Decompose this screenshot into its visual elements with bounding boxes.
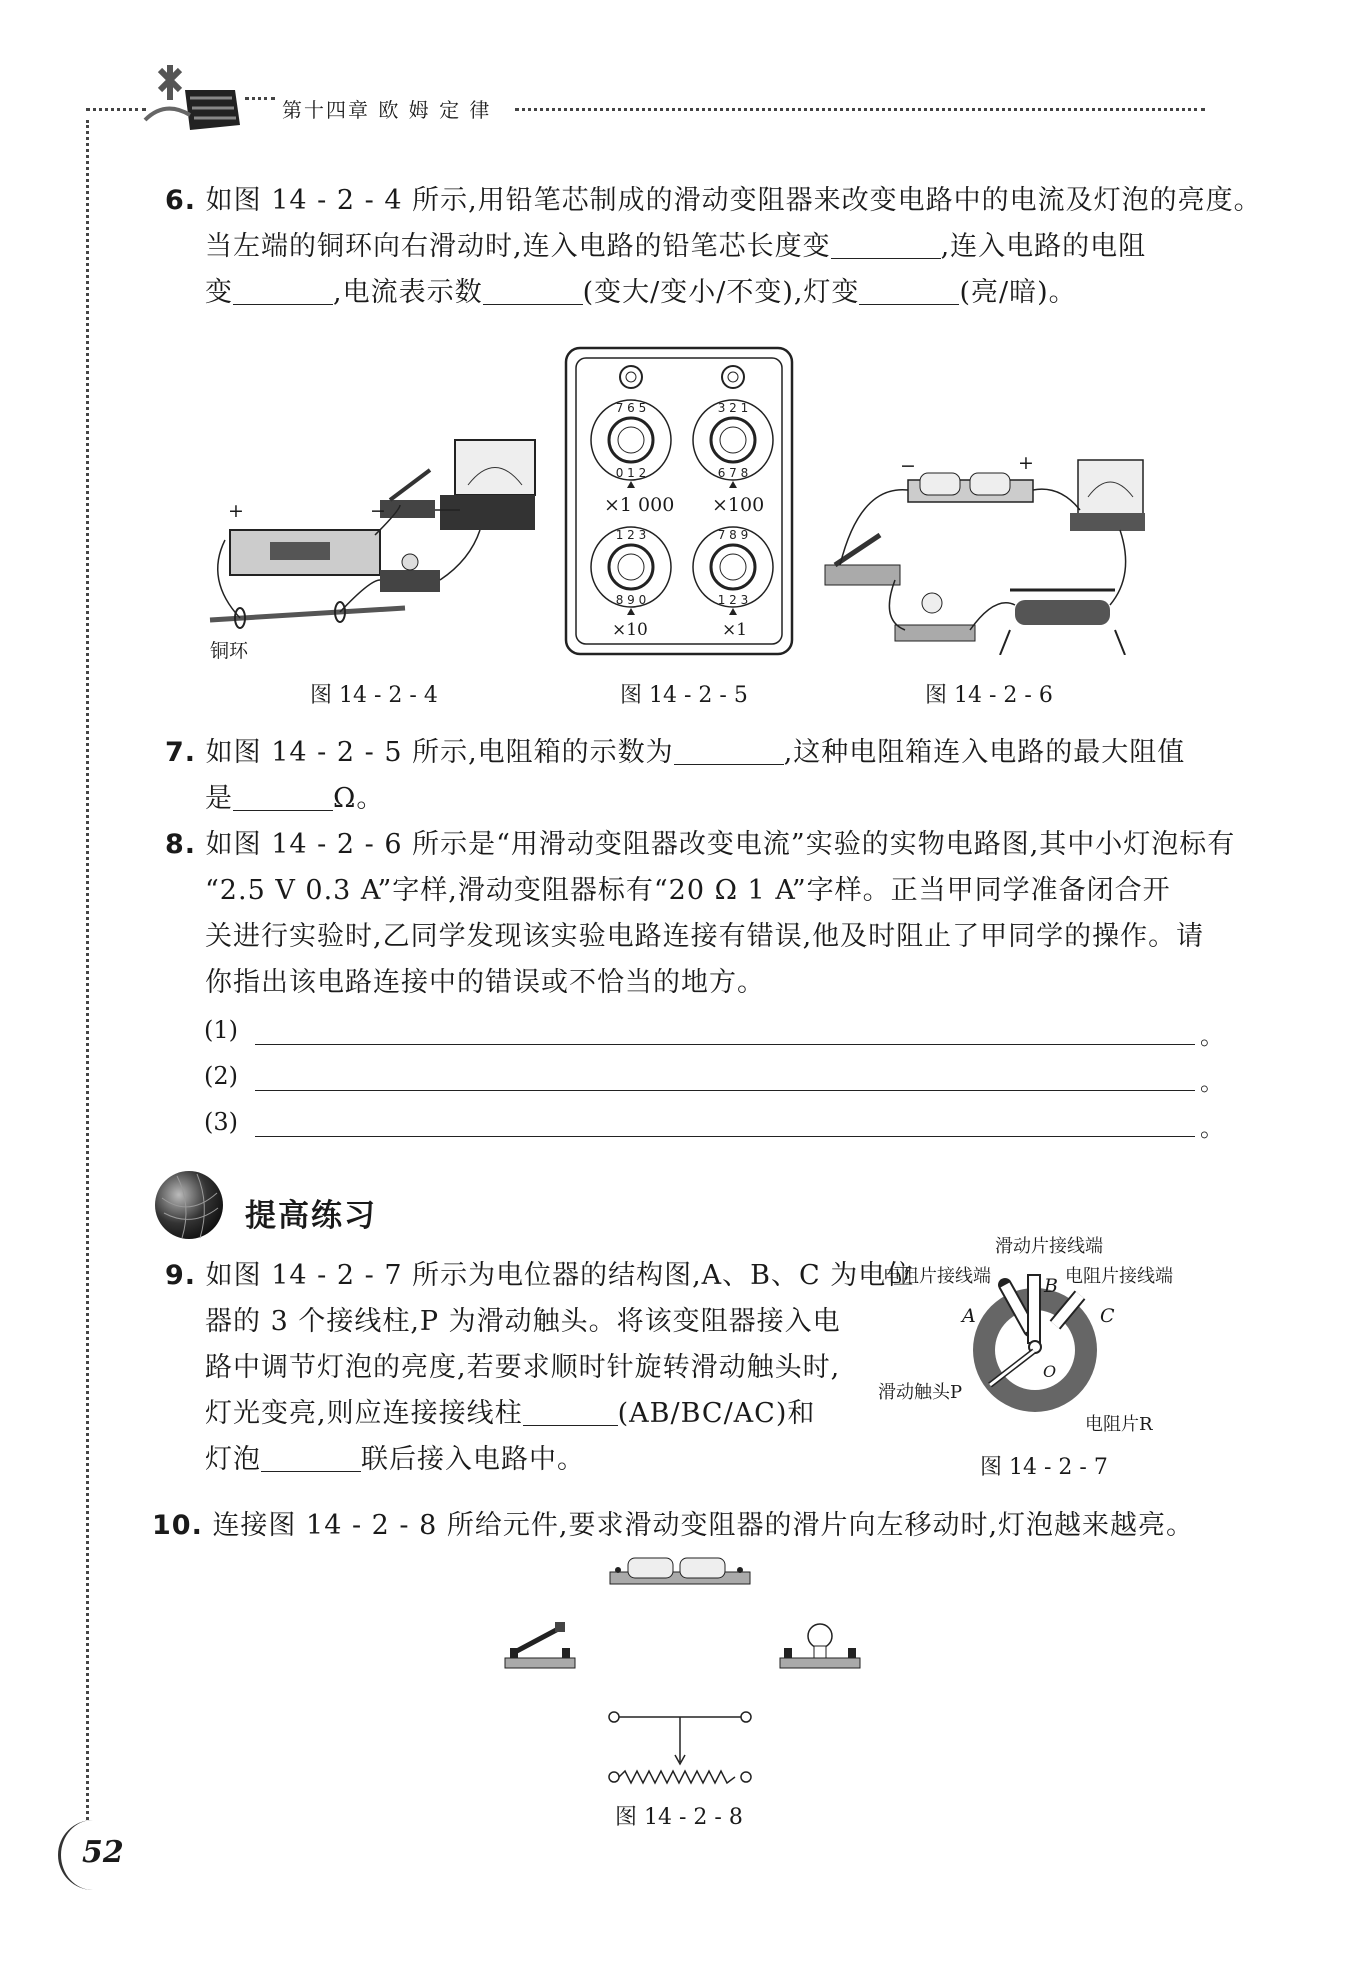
q9-line4b: (AB/BC/AC)和 bbox=[617, 1398, 816, 1429]
caption-14-2-5: 图 14 - 2 - 5 bbox=[620, 683, 748, 708]
svg-text:0 1 2: 0 1 2 bbox=[615, 466, 647, 480]
q8-item-3: (3) bbox=[204, 1108, 238, 1136]
q7-blank1[interactable] bbox=[674, 734, 784, 765]
q10-line1-text: 连接图 14 - 2 - 8 所给元件,要求滑动变阻器的滑片向左移动时,灯泡越来越亮。 bbox=[212, 1510, 1195, 1541]
section-sphere-icon bbox=[152, 1168, 227, 1243]
q8-item-2: (2) bbox=[204, 1062, 238, 1090]
q6-line2 bbox=[205, 224, 1146, 270]
q8-number: 8. bbox=[165, 829, 197, 860]
q6-blank1[interactable] bbox=[831, 228, 941, 259]
q9-line5b: 联后接入电路中。 bbox=[361, 1444, 585, 1475]
q7-line2 bbox=[205, 776, 384, 822]
header-rule-left bbox=[86, 108, 146, 111]
fig1-plus: + bbox=[228, 500, 244, 522]
fig3-plus: + bbox=[1018, 452, 1034, 474]
q7-number: 7. bbox=[165, 737, 197, 768]
q8-answer-line-1[interactable] bbox=[255, 1044, 1195, 1045]
q6-line2a: 当左端的铜环向右滑动时,连入电路的铅笔芯长度变 bbox=[205, 231, 831, 262]
dial-label-10: ×10 bbox=[612, 620, 648, 640]
caption-14-2-8: 图 14 - 2 - 8 bbox=[615, 1805, 743, 1830]
svg-text:1 2 3: 1 2 3 bbox=[615, 528, 647, 542]
figure-14-2-8 bbox=[490, 1550, 870, 1795]
figure-14-2-6 bbox=[820, 455, 1150, 655]
switch bbox=[505, 1622, 575, 1668]
q8-line1 bbox=[165, 822, 1235, 868]
q6-line3c: (变大/变小/不变),灯变 bbox=[582, 277, 860, 308]
q6-line2b: ,连入电路的电阻 bbox=[940, 231, 1147, 262]
figure-14-2-4 bbox=[200, 430, 550, 670]
header-logo-icon bbox=[140, 60, 250, 140]
q9-line4 bbox=[205, 1391, 815, 1437]
lamp bbox=[780, 1624, 860, 1668]
q8-line4: 你指出该电路连接中的错误或不恰当的地方。 bbox=[205, 967, 765, 998]
q9-number: 9. bbox=[165, 1260, 197, 1291]
fig7-p-label: 滑动触头P bbox=[878, 1382, 963, 1403]
fig7-right-label: 电阻片接线端 bbox=[1065, 1266, 1173, 1287]
q7-line1b: ,这种电阻箱连入电路的最大阻值 bbox=[783, 737, 1186, 768]
dial-label-1: ×1 bbox=[722, 620, 748, 640]
q8-item-1: (1) bbox=[204, 1016, 238, 1044]
q7-line1a: 如图 14 - 2 - 5 所示,电阻箱的示数为 bbox=[205, 737, 674, 768]
svg-text:3 2 1: 3 2 1 bbox=[717, 401, 749, 415]
svg-text:6 7 8: 6 7 8 bbox=[717, 466, 749, 480]
q9-blank2[interactable] bbox=[261, 1441, 361, 1472]
section-title: 提高练习 bbox=[245, 1198, 377, 1234]
q9-line5 bbox=[205, 1437, 585, 1483]
q6-line3d: (亮/暗)。 bbox=[959, 277, 1077, 308]
q9-line4a: 灯光变亮,则应连接接线柱 bbox=[205, 1398, 523, 1429]
fig7-A: A bbox=[962, 1305, 976, 1327]
page-number: 52 bbox=[82, 1835, 124, 1870]
q8-item-1-end: 。 bbox=[1200, 1022, 1224, 1050]
header-rule-right bbox=[515, 108, 1205, 111]
q8-line2: “2.5 V 0.3 A”字样,滑动变阻器标有“20 Ω 1 A”字样。正当甲同学准备闭合开 bbox=[205, 875, 1171, 906]
q8-line3: 关进行实验时,乙同学发现该实验电路连接有错误,他及时阻止了甲同学的操作。请 bbox=[205, 921, 1205, 952]
q6-line3 bbox=[205, 270, 1077, 316]
q6-blank4[interactable] bbox=[859, 274, 959, 305]
dial-label-100: ×100 bbox=[712, 494, 765, 516]
q7-blank2[interactable] bbox=[233, 780, 333, 811]
q9-line1 bbox=[165, 1253, 914, 1299]
q7-line1 bbox=[165, 730, 1185, 776]
svg-text:7 8 9: 7 8 9 bbox=[717, 528, 749, 542]
q7-line2a: 是 bbox=[205, 783, 233, 814]
q7-line2b: Ω。 bbox=[333, 783, 385, 814]
q9-line1-text: 如图 14 - 2 - 7 所示为电位器的结构图,A、B、C 为电位 bbox=[205, 1260, 915, 1291]
q8-answer-line-2[interactable] bbox=[255, 1090, 1195, 1091]
margin-rule bbox=[86, 120, 89, 1820]
q6-number: 6. bbox=[165, 185, 197, 216]
svg-text:8 9 0: 8 9 0 bbox=[615, 593, 647, 607]
fig7-top-label: 滑动片接线端 bbox=[995, 1236, 1103, 1257]
header-dots bbox=[245, 97, 275, 100]
caption-14-2-7: 图 14 - 2 - 7 bbox=[980, 1455, 1108, 1480]
caption-14-2-4: 图 14 - 2 - 4 bbox=[310, 683, 438, 708]
q6-blank2[interactable] bbox=[233, 274, 333, 305]
fig7-r-label: 电阻片R bbox=[1085, 1414, 1153, 1435]
fig7-B: B bbox=[1044, 1275, 1058, 1297]
q8-line1-text: 如图 14 - 2 - 6 所示是“用滑动变阻器改变电流”实验的实物电路图,其中小灯泡标有 bbox=[205, 829, 1236, 860]
rheostat-symbol bbox=[609, 1712, 751, 1783]
q9-line3: 路中调节灯泡的亮度,若要求顺时针旋转滑动触头时, bbox=[205, 1352, 841, 1383]
q6 bbox=[165, 178, 1262, 224]
q6-line3b: ,电流表示数 bbox=[333, 277, 483, 308]
caption-14-2-6: 图 14 - 2 - 6 bbox=[925, 683, 1053, 708]
q8-answer-line-3[interactable] bbox=[255, 1136, 1195, 1137]
chapter-title: 第十四章 欧 姆 定 律 bbox=[282, 98, 492, 122]
fig1-ring-label: 铜环 bbox=[210, 640, 249, 662]
q6-line1: 如图 14 - 2 - 4 所示,用铅笔芯制成的滑动变阻器来改变电路中的电流及灯泡的亮度。 bbox=[205, 185, 1262, 216]
q6-blank3[interactable] bbox=[483, 274, 583, 305]
q9-line2: 器的 3 个接线柱,P 为滑动触头。将该变阻器接入电 bbox=[205, 1306, 841, 1337]
fig7-left-label: 电阻片接线端 bbox=[883, 1266, 991, 1287]
q10-number: 10. bbox=[152, 1510, 203, 1541]
fig1-minus: − bbox=[370, 500, 386, 522]
dial-label-1000: ×1 000 bbox=[604, 494, 675, 516]
q9-blank1[interactable] bbox=[523, 1395, 618, 1426]
fig7-O: O bbox=[1043, 1362, 1057, 1381]
q8-item-2-end: 。 bbox=[1200, 1068, 1224, 1096]
battery-holder bbox=[610, 1558, 750, 1584]
fig3-minus: − bbox=[900, 455, 916, 477]
svg-text:7 6 5: 7 6 5 bbox=[615, 401, 647, 415]
fig7-C: C bbox=[1100, 1305, 1115, 1327]
svg-text:1 2 3: 1 2 3 bbox=[717, 593, 749, 607]
q6-line3a: 变 bbox=[205, 277, 233, 308]
q9-line5a: 灯泡 bbox=[205, 1444, 261, 1475]
q8-item-3-end: 。 bbox=[1200, 1114, 1224, 1142]
q10-line1 bbox=[152, 1503, 1194, 1549]
